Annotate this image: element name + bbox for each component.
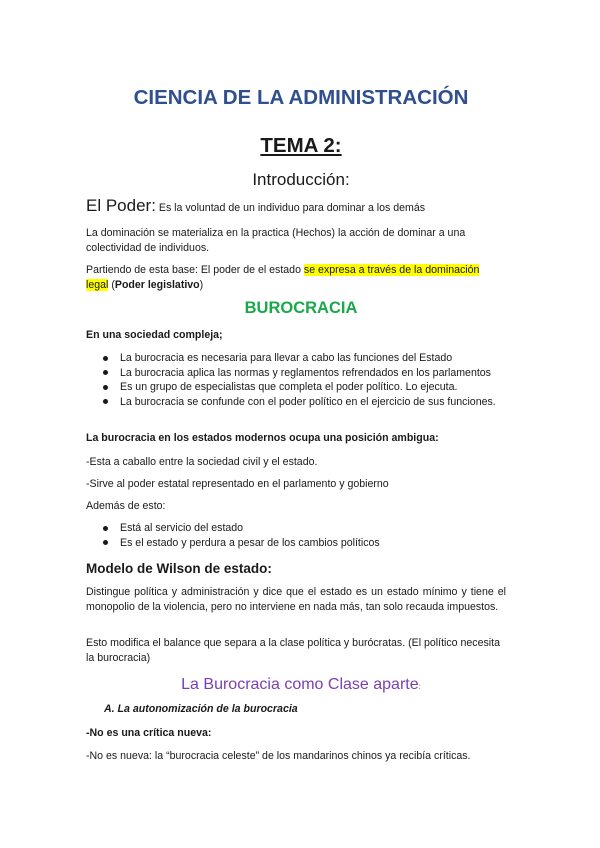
- list-item: [86, 521, 506, 536]
- sociedad-list: [86, 351, 506, 409]
- bullet-icon: [103, 356, 108, 361]
- paren-open: (: [108, 279, 115, 291]
- no-critica-text: -No es nueva: la “burocracia celeste” de los mandarinos chinos ya recibía críticas.: [86, 750, 471, 762]
- burocracia-heading: BUROCRACIA: [244, 299, 358, 317]
- bullet-icon: [103, 399, 108, 404]
- subsection-a: A. La autonomización de la burocracia: [104, 703, 298, 715]
- list-item-text: Está al servicio del estado: [120, 522, 244, 534]
- clase-heading: [86, 676, 516, 694]
- sociedad-heading: En una sociedad compleja;: [86, 329, 223, 341]
- list-item-text: La burocracia aplica las normas y reglamentos refrendados en los parlamentos: [120, 366, 491, 379]
- poder-legislativo: Poder legislativo: [114, 279, 200, 291]
- wilson-heading: Modelo de Wilson de estado:: [86, 561, 272, 576]
- list-item-text: Es un grupo de especialistas que completa el poder político. Lo ejecuta.: [120, 381, 458, 394]
- tema-heading: TEMA 2:: [260, 134, 342, 157]
- dominacion-paragraph: La dominación se materializa en la practica (Hechos) la acción de dominar a una colectividad de individuos.: [86, 227, 466, 254]
- wilson-paragraph: Distingue política y administración y dice que el estado es un estado mínimo y tiene el monopolio de la violencia, pero no interviene en nada más, tan solo recauda impuestos.: [86, 586, 506, 613]
- ademas-text: Además de esto:: [86, 500, 166, 512]
- list-item: [86, 351, 506, 366]
- intro-heading: Introducción:: [252, 170, 350, 189]
- partiendo-text: Partiendo de esta base: El poder de el estado: [86, 264, 304, 276]
- clase-heading-text: La Burocracia como Clase aparte: [181, 676, 419, 693]
- highlight-text: se expresa a través de la dominación: [303, 264, 480, 276]
- clase-heading-colon: :: [418, 682, 421, 691]
- list-item-text: La burocracia se confunde con el poder político en el ejercicio de sus funciones.: [120, 395, 496, 408]
- balance-paragraph: Esto modifica el balance que separa a la clase política y burócratas. (El político necesita la burocracia): [86, 637, 500, 664]
- list-item: [86, 395, 506, 410]
- paren-close: ): [199, 279, 204, 291]
- bullet-icon: [103, 370, 108, 375]
- list-item-text: La burocracia es necesaria para llevar a cabo las funciones del Estado: [120, 352, 453, 364]
- bullet-icon: [103, 385, 108, 390]
- list-item: [86, 366, 506, 381]
- list-item-text: Es el estado y perdura a pesar de los cambios políticos: [120, 536, 380, 549]
- list-item: [86, 536, 506, 551]
- highlight-text-legal: legal: [86, 279, 109, 291]
- ademas-list: [86, 521, 506, 550]
- bullet-icon: [103, 540, 108, 545]
- list-item: [86, 380, 506, 395]
- modernos-heading: La burocracia en los estados modernos ocupa una posición ambigua:: [86, 432, 439, 444]
- no-critica-heading: -No es una crítica nueva:: [86, 727, 212, 739]
- document-title: CIENCIA DE LA ADMINISTRACIÓN: [133, 86, 469, 109]
- poder-definition: [86, 198, 506, 216]
- poder-definition-text: Es la voluntad de un individuo para dominar a los demás: [155, 202, 426, 214]
- partiendo-paragraph: [86, 263, 506, 293]
- modernos-line-2: -Sirve al poder estatal representado en el parlamento y gobierno: [86, 478, 389, 490]
- modernos-line-1: -Esta a caballo entre la sociedad civil y el estado.: [86, 456, 318, 468]
- poder-term: El Poder:: [86, 196, 156, 215]
- bullet-icon: [103, 526, 108, 531]
